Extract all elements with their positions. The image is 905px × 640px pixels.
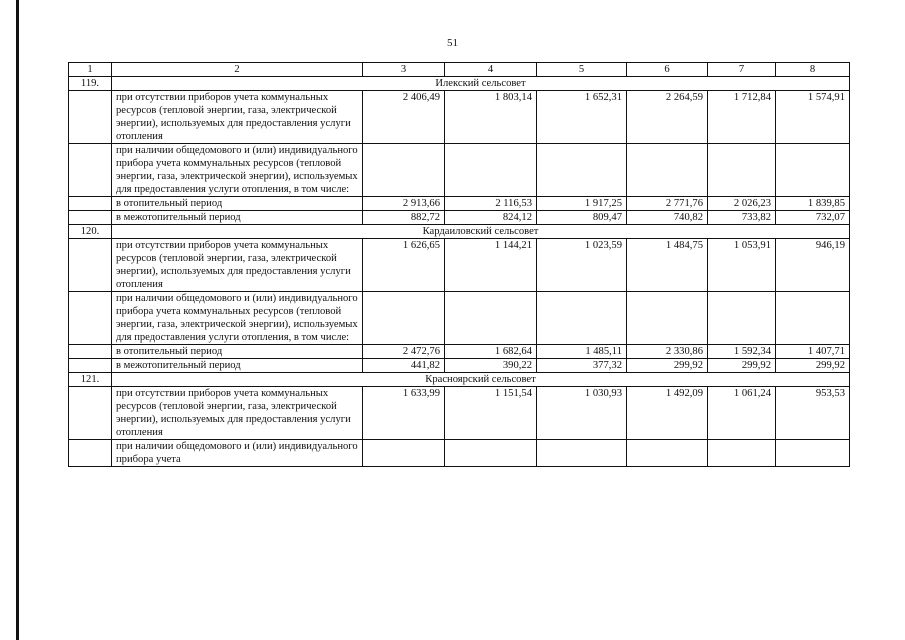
row-description: при отсутствии приборов учета коммунальных ресурсов (тепловой энергии, газа, электрической энергии), используемых для предоставления услуги отопления xyxy=(112,387,363,440)
value-cell: 1 652,31 xyxy=(537,91,627,144)
row-number-cell xyxy=(69,197,112,211)
table-row xyxy=(69,91,850,144)
table-row xyxy=(69,387,850,440)
row-number-cell xyxy=(69,345,112,359)
group-title: Кардаиловский сельсовет xyxy=(112,225,850,239)
header-cell: 3 xyxy=(363,63,445,77)
value-cell xyxy=(537,292,627,345)
value-cell: 1 633,99 xyxy=(363,387,445,440)
value-cell: 1 023,59 xyxy=(537,239,627,292)
value-cell: 732,07 xyxy=(776,211,850,225)
table-row xyxy=(69,359,850,373)
value-cell xyxy=(627,292,708,345)
value-cell xyxy=(445,144,537,197)
table-row xyxy=(69,345,850,359)
value-cell xyxy=(363,144,445,197)
value-cell: 299,92 xyxy=(776,359,850,373)
value-cell: 824,12 xyxy=(445,211,537,225)
group-title: Красноярский сельсовет xyxy=(112,373,850,387)
value-cell xyxy=(776,292,850,345)
table-row xyxy=(69,239,850,292)
row-description: при отсутствии приборов учета коммунальных ресурсов (тепловой энергии, газа, электрической энергии), используемых для предоставления услуги отопления xyxy=(112,91,363,144)
value-cell: 441,82 xyxy=(363,359,445,373)
table-body xyxy=(69,63,850,467)
value-cell: 2 264,59 xyxy=(627,91,708,144)
column-number-header-row xyxy=(69,63,850,77)
value-cell xyxy=(627,440,708,467)
value-cell xyxy=(708,292,776,345)
row-number-cell xyxy=(69,239,112,292)
value-cell: 390,22 xyxy=(445,359,537,373)
value-cell xyxy=(445,440,537,467)
value-cell: 953,53 xyxy=(776,387,850,440)
row-number-cell xyxy=(69,144,112,197)
value-cell xyxy=(708,144,776,197)
row-description: при наличии общедомового и (или) индивидуального прибора учета xyxy=(112,440,363,467)
header-cell: 8 xyxy=(776,63,850,77)
group-number: 121. xyxy=(69,373,112,387)
group-header-row xyxy=(69,225,850,239)
value-cell: 1 151,54 xyxy=(445,387,537,440)
row-description: в межотопительный период xyxy=(112,211,363,225)
table-row xyxy=(69,197,850,211)
header-cell: 1 xyxy=(69,63,112,77)
table-row xyxy=(69,440,850,467)
value-cell: 1 712,84 xyxy=(708,91,776,144)
value-cell: 2 472,76 xyxy=(363,345,445,359)
group-number: 119. xyxy=(69,77,112,91)
group-number: 120. xyxy=(69,225,112,239)
header-cell: 5 xyxy=(537,63,627,77)
value-cell xyxy=(776,440,850,467)
value-cell: 2 116,53 xyxy=(445,197,537,211)
table-row xyxy=(69,292,850,345)
value-cell: 740,82 xyxy=(627,211,708,225)
header-cell: 2 xyxy=(112,63,363,77)
value-cell: 1 574,91 xyxy=(776,91,850,144)
row-description: в межотопительный период xyxy=(112,359,363,373)
value-cell: 2 913,66 xyxy=(363,197,445,211)
row-number-cell xyxy=(69,440,112,467)
row-number-cell xyxy=(69,211,112,225)
value-cell: 809,47 xyxy=(537,211,627,225)
header-cell: 6 xyxy=(627,63,708,77)
table-row xyxy=(69,144,850,197)
value-cell xyxy=(537,440,627,467)
value-cell xyxy=(537,144,627,197)
tariff-table xyxy=(68,62,850,467)
header-cell: 7 xyxy=(708,63,776,77)
value-cell xyxy=(445,292,537,345)
row-number-cell xyxy=(69,359,112,373)
value-cell: 1 592,34 xyxy=(708,345,776,359)
group-header-row xyxy=(69,77,850,91)
page-number: 51 xyxy=(447,37,458,49)
row-number-cell xyxy=(69,91,112,144)
row-number-cell xyxy=(69,292,112,345)
value-cell: 2 026,23 xyxy=(708,197,776,211)
value-cell: 1 626,65 xyxy=(363,239,445,292)
value-cell: 1 407,71 xyxy=(776,345,850,359)
scan-edge-bar xyxy=(16,0,19,640)
value-cell: 1 917,25 xyxy=(537,197,627,211)
value-cell: 1 030,93 xyxy=(537,387,627,440)
value-cell: 2 771,76 xyxy=(627,197,708,211)
table-row xyxy=(69,211,850,225)
row-description: при наличии общедомового и (или) индивидуального прибора учета коммунальных ресурсов (тепловой энергии, газа, электрической энергии), используемых для предоставления услуги отопления, в том числе: xyxy=(112,144,363,197)
value-cell xyxy=(627,144,708,197)
value-cell: 882,72 xyxy=(363,211,445,225)
value-cell: 299,92 xyxy=(708,359,776,373)
row-number-cell xyxy=(69,387,112,440)
value-cell: 2 330,86 xyxy=(627,345,708,359)
value-cell xyxy=(363,440,445,467)
group-title: Илекский сельсовет xyxy=(112,77,850,91)
value-cell: 2 406,49 xyxy=(363,91,445,144)
value-cell: 1 803,14 xyxy=(445,91,537,144)
value-cell xyxy=(363,292,445,345)
group-header-row xyxy=(69,373,850,387)
value-cell: 299,92 xyxy=(627,359,708,373)
row-description: в отопительный период xyxy=(112,197,363,211)
value-cell: 1 485,11 xyxy=(537,345,627,359)
value-cell: 1 144,21 xyxy=(445,239,537,292)
value-cell xyxy=(708,440,776,467)
row-description: при отсутствии приборов учета коммунальных ресурсов (тепловой энергии, газа, электрической энергии), используемых для предоставления услуги отопления xyxy=(112,239,363,292)
row-description: в отопительный период xyxy=(112,345,363,359)
value-cell: 377,32 xyxy=(537,359,627,373)
value-cell xyxy=(776,144,850,197)
value-cell: 946,19 xyxy=(776,239,850,292)
header-cell: 4 xyxy=(445,63,537,77)
value-cell: 1 061,24 xyxy=(708,387,776,440)
row-description: при наличии общедомового и (или) индивидуального прибора учета коммунальных ресурсов (тепловой энергии, газа, электрической энергии), используемых для предоставления услуги отопления, в том числе: xyxy=(112,292,363,345)
value-cell: 1 492,09 xyxy=(627,387,708,440)
value-cell: 1 484,75 xyxy=(627,239,708,292)
value-cell: 733,82 xyxy=(708,211,776,225)
value-cell: 1 839,85 xyxy=(776,197,850,211)
value-cell: 1 053,91 xyxy=(708,239,776,292)
value-cell: 1 682,64 xyxy=(445,345,537,359)
